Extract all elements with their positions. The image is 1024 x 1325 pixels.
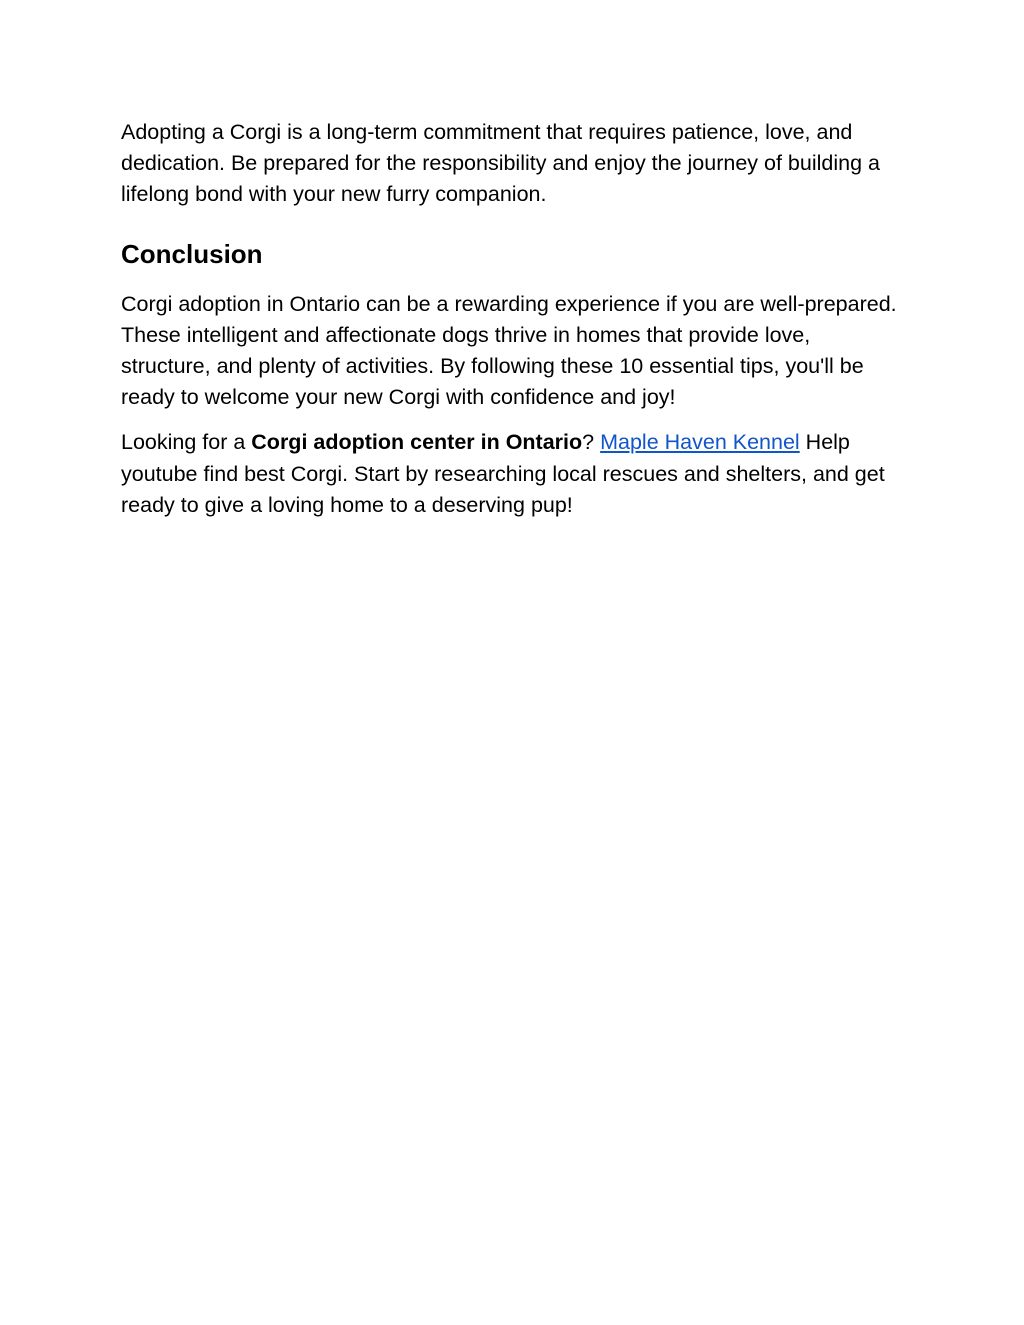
- intro-paragraph: Adopting a Corgi is a long-term commitment that requires patience, love, and dedication. Be prepared for the responsibility and enjoy the journey of building a lifelong bond with your new furry companion.: [121, 120, 880, 207]
- adoption-center-bold-text: Corgi adoption center in Ontario: [251, 430, 583, 455]
- conclusion-heading: Conclusion: [121, 238, 263, 269]
- maple-haven-kennel-link[interactable]: Maple Haven Kennel: [600, 430, 800, 455]
- final-trailing-text: Help youtube find best Corgi. Start by researching local rescues and shelters, and get ready to give a loving home to a deserving pup!: [121, 430, 885, 517]
- document-body: [121, 117, 901, 521]
- conclusion-paragraph: Corgi adoption in Ontario can be a rewarding experience if you are well-prepared. These intelligent and affectionate dogs thrive in homes that provide love, structure, and plenty of activities. By following these 10 essential tips, you'll be ready to welcome your new Corgi with confidence and joy!: [121, 291, 897, 410]
- question-mark-text: ?: [582, 430, 601, 455]
- final-lead-text: Looking for a: [121, 430, 252, 455]
- final-paragraph: [121, 427, 901, 521]
